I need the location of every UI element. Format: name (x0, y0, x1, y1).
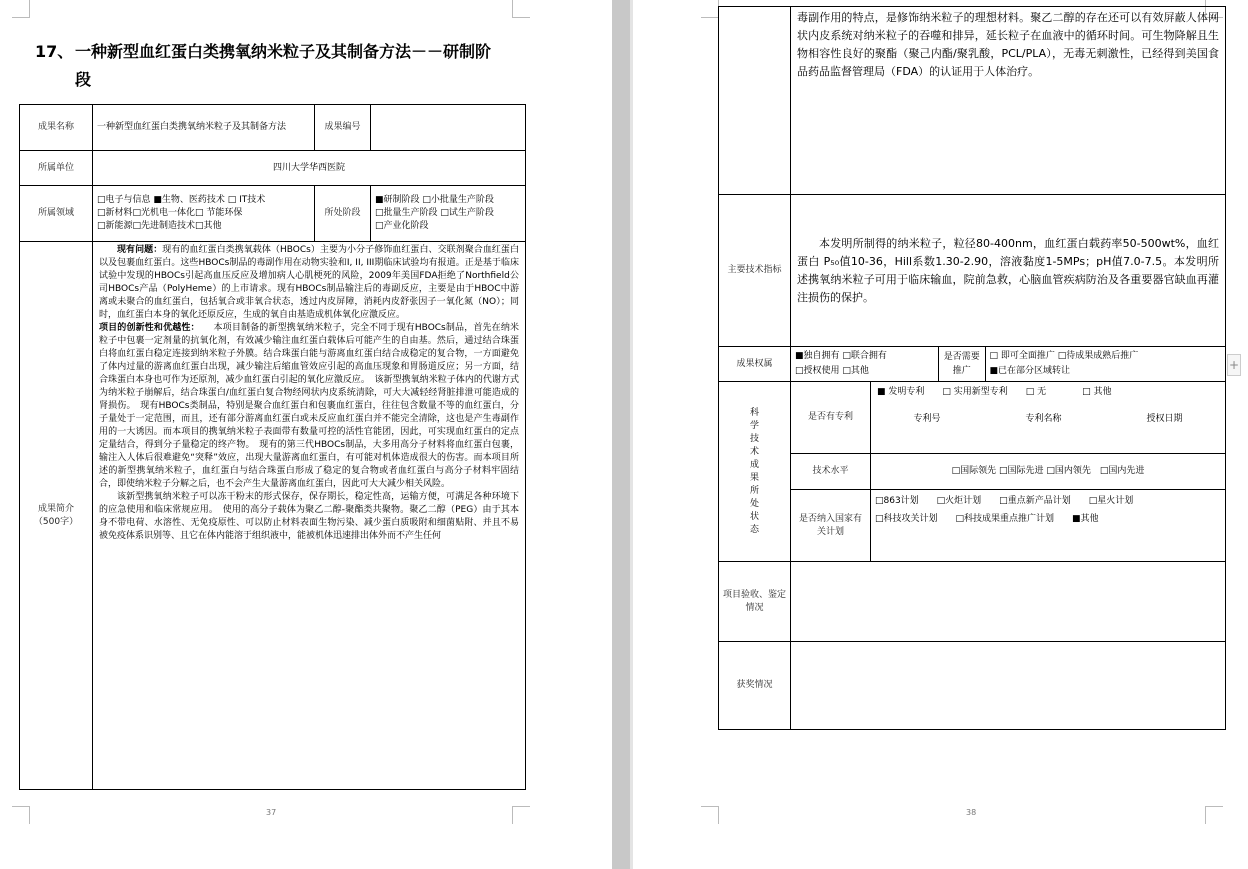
field-options-line: □电子与信息 ■生物、医药技术 □ IT技术 (97, 195, 266, 205)
problem-text: 现有的血红蛋白类携氧载体（HBOCs）主要为小分子修饰血红蛋白、交联剂聚合血红蛋白以及包裹血红蛋白。这些HBOCs制品的毒副作用在动物实验和I, II, III期临床试验均有报道。正是基于临床试验中发现的HBOCs引起高血压反应及增加病人心肌梗死的风险，2009年美国FDA拒绝了Northfield公司HBOCs产品（PolyHeme）的上市请求。现有HBOCs制品输注后的毒副反应，主要是由于HBOC中游离或未聚合的血红蛋白，包括氧合或非氧合状态，透过内皮屏障，消耗内皮舒张因子一氧化氮（NO）；同时，血红蛋白本身的氧化还原反应，生成的氧自由基造成机体氧化应激反应。 (99, 245, 519, 320)
page-gutter (612, 0, 630, 869)
patent-number-label: 专利号 (913, 414, 941, 424)
intro-body (93, 242, 526, 790)
patent-cell (871, 382, 1226, 454)
continued-label-cell (719, 7, 791, 195)
field-options-line: □新材料□光机电一体化□ 节能环保 (97, 208, 243, 218)
stage-options (371, 186, 526, 242)
patent-options: ■ 发明专利 □ 实用新型专利 □ 无 □ 其他 (877, 387, 1112, 397)
status-label-chars (723, 407, 786, 537)
page-number: 37 (266, 808, 277, 817)
name-label: 成果名称 (20, 105, 93, 151)
page-number: 38 (966, 808, 977, 817)
crop-mark (12, 0, 30, 18)
crop-mark (12, 806, 30, 824)
page-38 (635, 0, 1248, 869)
rights-options-line: □授权使用 □其他 (795, 366, 869, 376)
crop-mark (512, 0, 530, 18)
status-label-char: 技 (749, 433, 759, 444)
innovation-title: 项目的创新性和优越性： (99, 323, 196, 333)
storage-paragraph: 该新型携氧纳米粒子可以冻干粉末的形式保存，保存期长，稳定性高，运输方便，可满足各种环境下的应急使用和临床常规应用。 使用的高分子载体为聚乙二醇-聚酯类共聚物。聚乙二醇（PEG）由于其本身不带电荷、水溶性、无免疫原性、可以防止材料表面生物污染、减少蛋白质吸附和细菌贴附、并且不易被免疫体系识别等、且它在体内能溶于组织液中，能被机体迅速排出体外而不产生任何 (99, 492, 519, 541)
crop-mark (512, 806, 530, 824)
status-label-char: 学 (749, 420, 759, 431)
intro-sub-label: （500字） (33, 516, 79, 527)
stage-options-line: □批量生产阶段 □试生产阶段 (375, 208, 494, 218)
plan-options-line: □科技攻关计划 □科技成果重点推广计划 ■其他 (875, 514, 1099, 524)
status-label-char: 状 (749, 511, 759, 522)
status-label-char: 态 (749, 524, 759, 535)
level-label: 技术水平 (791, 454, 871, 490)
status-label-char: 果 (749, 472, 759, 483)
status-label-char: 所 (749, 485, 759, 496)
stage-options-line: ■研制阶段 □小批量生产阶段 (375, 195, 494, 205)
unit-value: 四川大学华西医院 (93, 151, 526, 186)
level-options: □国际领先 □国际先进 □国内领先 □国内先进 (871, 454, 1226, 490)
indicator-text: 本发明所制得的纳米粒子，粒径80-400nm，血红蛋白载药率50-500wt%，血红蛋白 P₅₀值10-36，Hill系数1.30-2.90，溶液黏度1-5MPs；pH值7.0-7.5。本发明所述携氧纳米粒子可用于临床输血，院前急救，心脑血管疾病防治及各重要器官缺血再灌注损伤的保护。 (797, 236, 1219, 304)
field-label: 所属领域 (20, 186, 93, 242)
promotion-options (985, 347, 1225, 381)
intro-label: 成果简介 (37, 503, 74, 514)
patent-name-label: 专利名称 (1025, 414, 1062, 424)
crop-mark (701, 0, 719, 18)
acceptance-value (791, 562, 1226, 642)
page-37 (0, 0, 610, 869)
plan-label: 是否纳入国家有关计划 (791, 490, 871, 562)
crop-mark (701, 806, 719, 824)
problem-title: 现有问题： (117, 245, 163, 255)
status-label (719, 382, 791, 562)
name-value: 一种新型血红蛋白类携氧纳米粒子及其制备方法 (93, 105, 315, 151)
indicator-text-cell (791, 195, 1226, 347)
achievement-form-table-continued (718, 6, 1226, 730)
promotion-options-line: □ 即可全面推广 □待成果成熟后推广 (989, 351, 1139, 361)
rights-label: 成果权属 (719, 347, 791, 382)
heading-line-1: 一种新型血红蛋白类携氧纳米粒子及其制备方法－－研制阶 (75, 42, 492, 61)
unit-label: 所属单位 (20, 151, 93, 186)
rights-options (791, 347, 939, 382)
promotion-subtable (939, 347, 1225, 381)
plan-options-line: □863计划 □火炬计划 □重点新产品计划 □星火计划 (875, 496, 1134, 506)
patent-fields (871, 402, 1225, 436)
code-value (371, 105, 526, 151)
add-section-handle[interactable]: + (1227, 354, 1241, 376)
status-label-char: 处 (749, 498, 759, 509)
stage-label: 所处阶段 (315, 186, 371, 242)
achievement-form-table (19, 104, 526, 790)
field-options (93, 186, 315, 242)
innovation-text: 本项目制备的新型携氧纳米粒子，完全不同于现有HBOCs制品，首先在纳米粒子中包裹一定剂量的抗氧化剂，有效减少输注血红蛋白载体后可能产生的自由基。然后，通过结合珠蛋白将血红蛋白稳定连接到纳米粒子外膜。结合珠蛋白能与游离血红蛋白结合成稳定的复合物，一方面避免了体内过量的游离血红蛋白出现，减少输注后缩血管效应引起的高血压现象和胃肠道反应；另一方面，结合珠蛋白本身也可作为还原剂，减少血红蛋白引起的氧化应激反应。 该新型携氧纳米粒子体内的代谢方式为纳米粒子崩解后，结合珠蛋白/血红蛋白复合物经网状内皮系统清除，可大大减轻经肾脏排泄可能造成的肾损伤。 现有HBOCs类制品，特别是聚合血红蛋白和包裹血红蛋白，往往包含数量不等的血红蛋白，分子量处于一定范围，而且，还有部分游离血红蛋白或未反应血红蛋白并不能完全清除，这也是产生毒副作用的一大诱因。而本项目的携氧纳米粒子表面带有数量可控的活性官能团，因此，可实现血红蛋白的定点定量结合，得到分子量稳定的终产物。 现有的第三代HBOCs制品，大多用高分子材料将血红蛋白包裹，输注入人体后很难避免“突释”效应，出现大量游离血红蛋白，有可能对机体造成很大的伤害。而本项目所述的新型携氧纳米粒子，血红蛋白与结合珠蛋白形成了稳定的复合物或者血红蛋白与高分子材料牢固结合，即使纳米粒子分解之后，也不会产生大量游离血红蛋白，因此可大大减少相关风险。 (99, 323, 519, 489)
field-options-line: □新能源□先进制造技术□其他 (97, 221, 222, 231)
promotion-options-line: ■已在部分区域转让 (989, 366, 1071, 376)
innovation-paragraph (99, 322, 519, 491)
status-label-char: 成 (749, 459, 759, 470)
award-value (791, 642, 1226, 730)
acceptance-label: 项目验收、鉴定情况 (719, 562, 791, 642)
intro-label-cell (20, 242, 93, 790)
indicator-label: 主要技术指标 (719, 195, 791, 347)
status-label-char: 科 (749, 407, 759, 418)
heading-number: 17、 (35, 42, 74, 61)
continued-intro-text: 毒副作用的特点，是修饰纳米粒子的理想材料。聚乙二醇的存在还可以有效屏蔽人体网状内皮系统对纳米粒子的吞噬和排异，延长粒子在血液中的循环时间。可生物降解且生物相容性良好的聚酯（聚己内酯/聚乳酸，PCL/PLA），无毒无刺激性，已经得到美国食品药品监督管理局（FDA）的认证用于人体治疗。 (791, 7, 1226, 195)
section-heading (35, 38, 535, 94)
promotion-cell (939, 347, 1226, 382)
crop-mark (1205, 806, 1223, 824)
gutter-divider (630, 0, 633, 869)
status-label-char: 术 (749, 446, 759, 457)
plan-options (871, 490, 1226, 562)
promotion-label: 是否需要推广 (939, 347, 985, 381)
award-label: 获奖情况 (719, 642, 791, 730)
problem-paragraph (99, 244, 519, 322)
heading-line-2: 段 (75, 70, 92, 89)
stage-options-line: □产业化阶段 (375, 221, 429, 231)
patent-date-label: 授权日期 (1146, 414, 1183, 424)
rights-options-line: ■独自拥有 □联合拥有 (795, 351, 887, 361)
patent-label: 是否有专利 (791, 382, 871, 454)
code-label: 成果编号 (315, 105, 371, 151)
